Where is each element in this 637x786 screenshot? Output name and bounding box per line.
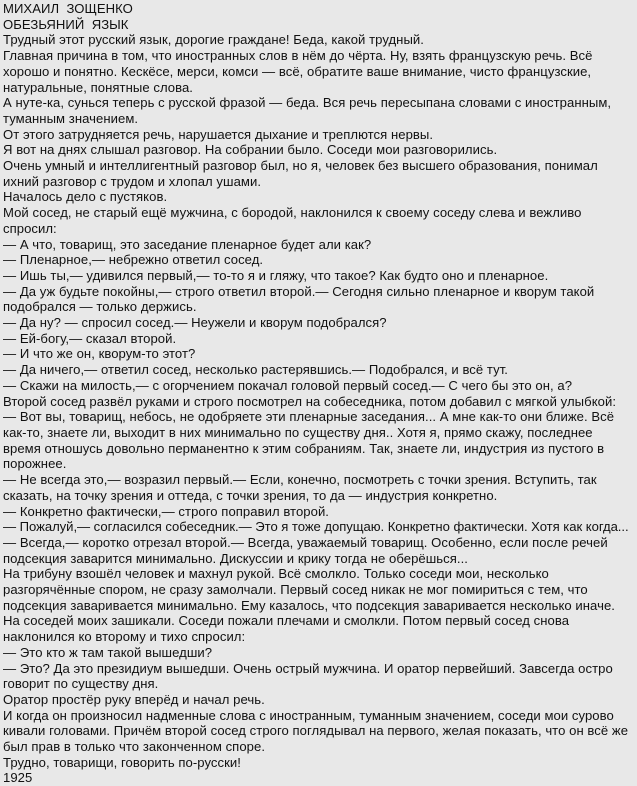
text-line: сказать, на точку зрения и оттеда, с точки зрения, то да — индустрия конкретно. xyxy=(3,487,498,503)
text-line: Я вот на днях слышал разговор. На собрании было. Соседи мои разговорились. xyxy=(3,142,498,158)
text-line: наклонился ко второму и тихо спросил: xyxy=(3,629,246,645)
text-line: — Это? Да это президиум вышедши. Очень острый мужчина. И оратор первейший. Завсегда остро xyxy=(3,660,613,676)
text-line: — Вот вы, товарищ, небось, не одобряете эти пленарные заседания... А мне как-то они ближе. Всё xyxy=(3,409,615,425)
text-line: 1925 xyxy=(3,770,33,786)
text-line: разгорячённые спором, не сразу замолчали. Первый сосед никак не мог помириться с тем, что xyxy=(3,582,588,598)
text-line: говорит по существу дня. xyxy=(3,676,159,692)
text-line: — Конкретно фактически,— строго поправил второй. xyxy=(3,503,329,519)
text-line: — Это кто ж там такой вышедши? xyxy=(3,644,213,660)
story-text xyxy=(3,32,633,786)
text-line: подобрался — только держись. xyxy=(3,299,197,315)
text-line: ихний разговор с трудом и хлопал ушами. xyxy=(3,173,262,189)
text-line: был прав в только что законченном споре. xyxy=(3,739,266,755)
text-line: А нуте-ка, сунься теперь с русской фразой — беда. Вся речь пересыпана словами с иностранным, xyxy=(3,95,612,111)
text-line: — Да ну? — спросил сосед.— Неужели и кворум подобрался? xyxy=(3,315,387,331)
text-line: хорошо и понятно. Кескёсе, мерси, комси — всё, обратите ваше внимание, чисто французские, xyxy=(3,63,592,79)
text-line: — Пожалуй,— согласился собеседник.— Это я тоже допущаю. Конкретно фактически. Хотя как когда... xyxy=(3,519,629,535)
text-line: туманным значением. xyxy=(3,110,139,126)
text-line: Мой сосед, не старый ещё мужчина, с бородой, наклонился к своему соседу слева и вежливо xyxy=(3,205,582,221)
text-line: Трудно, товарищи, говорить по-русски! xyxy=(3,754,241,770)
text-line: подсекция заваривается минимально. Ему казалось, что подсекция заваривается несколько иначе. xyxy=(3,597,615,613)
text-line: На трибуну взошёл человек и махнул рукой. Всё смолкло. Только соседи мои, несколько xyxy=(3,566,549,582)
text-line: подсекция заварится минимально. Дискуссии и крику тогда не оберёшься... xyxy=(3,550,468,566)
text-line: — Ишь ты,— удивился первый,— то-то я и гляжу, что такое? Как будто оно и пленарное. xyxy=(3,267,549,283)
text-line: — Всегда,— коротко отрезал второй.— Всегда, уважаемый товарищ. Особенно, если после речей xyxy=(3,534,608,550)
text-line: На соседей моих зашикали. Соседи пожали плечами и смолкли. Потом первый сосед снова xyxy=(3,613,570,629)
text-line: кивали головами. Причём второй сосед строго поглядывал на первого, желая показать, что он всё же xyxy=(3,723,629,739)
text-line: — Скажи на милость,— с огорчением покачал головой первый сосед.— С чего бы это он, а? xyxy=(3,377,573,393)
text-line: порожнее. xyxy=(3,456,67,472)
text-line: От этого затрудняется речь, нарушается дыхание и треплются нервы. xyxy=(3,126,434,142)
text-line: — Пленарное,— небрежно ответил сосед. xyxy=(3,252,264,268)
text-line: как-то, знаете ли, выходит в них минимально по существу дня.. Хотя я, прямо скажу, последнее xyxy=(3,424,593,440)
text-line: спросил: xyxy=(3,220,57,236)
text-line: И когда он произносил надменные слова с иностранным, туманным значением, соседи мои сурово xyxy=(3,707,614,723)
text-line: — Да уж будьте покойны,— строго ответил второй.— Сегодня сильно пленарное и кворум такой xyxy=(3,283,595,299)
author-heading: МИХАИЛ ЗОЩЕНКО xyxy=(3,1,133,16)
text-line: — И что же он, кворум-то этот? xyxy=(3,346,196,362)
text-line: натуральные, понятные слова. xyxy=(3,79,193,95)
text-line: — Не всегда это,— возразил первый.— Если, конечно, посмотреть с точки зрения. Вступить, так xyxy=(3,472,597,488)
story-title: ОБЕЗЬЯНИЙ ЯЗЫК xyxy=(3,16,129,32)
text-line: Очень умный и интеллигентный разговор был, но я, человек без высшего образования, понимал xyxy=(3,158,598,174)
text-line: Второй сосед развёл руками и строго посмотрел на собеседника, потом добавил с мягкой улыбкой: xyxy=(3,393,617,409)
text-line: — А что, товарищ, это заседание пленарное будет али как? xyxy=(3,236,372,252)
text-line: Началось дело с пустяков. xyxy=(3,189,168,205)
text-line: Оратор простёр руку вперёд и начал речь. xyxy=(3,691,265,707)
text-line: — Ей-богу,— сказал второй. xyxy=(3,330,177,346)
text-line: время отношусь довольно перманентно к этим собраниям. Так, знаете ли, индустрия из пустого в xyxy=(3,440,605,456)
text-line: Главная причина в том, что иностранных слов в нём до чёрта. Ну, взять французскую речь. Всё xyxy=(3,48,593,64)
text-line: Трудный этот русский язык, дорогие граждане! Беда, какой трудный. xyxy=(3,32,424,48)
text-line: — Да ничего,— ответил сосед, несколько растерявшись.— Подобрался, и всё тут. xyxy=(3,362,508,378)
